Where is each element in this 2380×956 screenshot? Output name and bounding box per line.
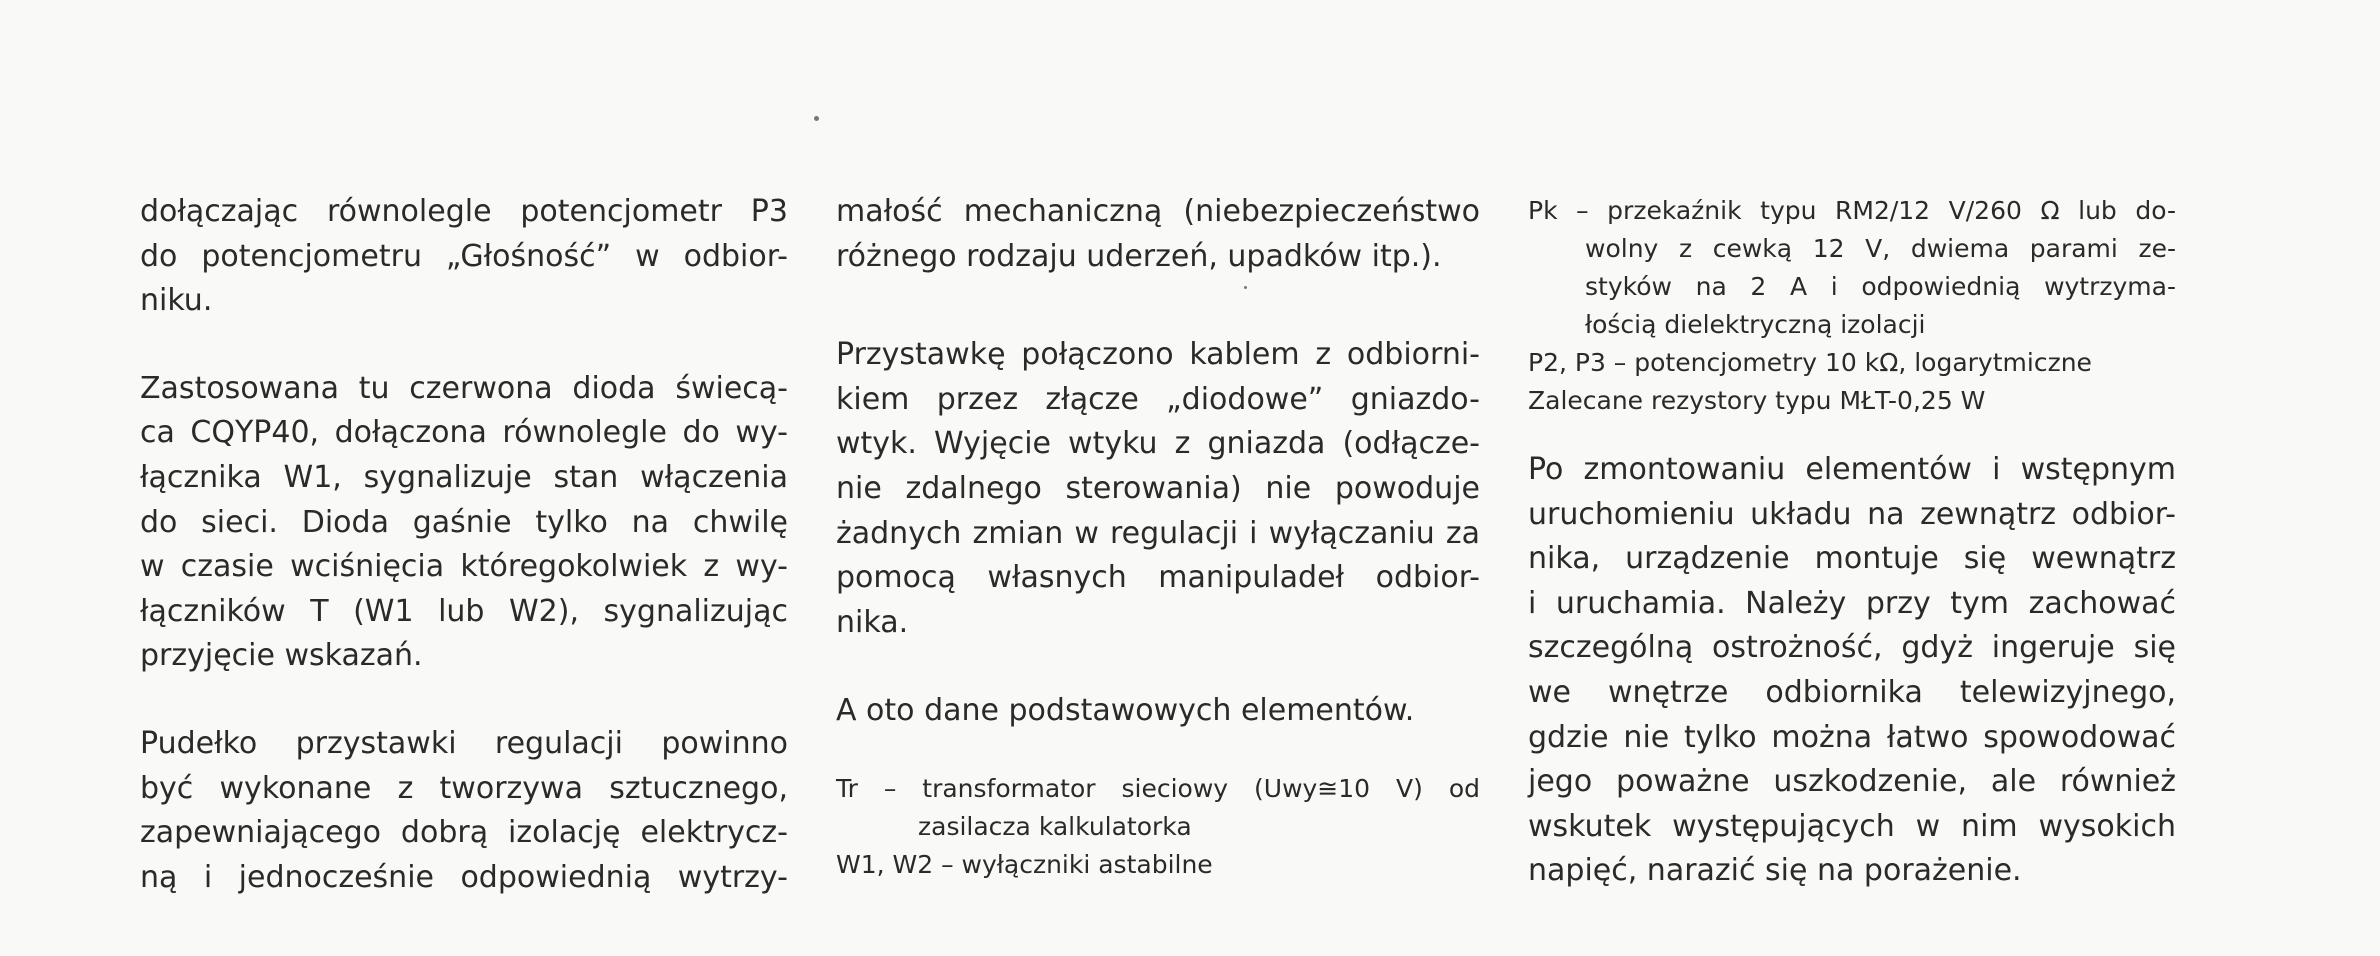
parts-list-item — [1528, 192, 2176, 344]
parts-list-item — [836, 846, 1480, 884]
paragraph-7 — [1528, 448, 2176, 894]
text-line: łączników T (W1 lub W2), sygnalizując — [140, 593, 788, 629]
text-line: w czasie wciśnięcia któregokolwiek z wy- — [140, 549, 788, 585]
parts-list — [836, 770, 1480, 884]
paragraph-2 — [140, 367, 788, 679]
text-line: szczególną ostrożność, gdyż ingeruje się — [1528, 630, 2176, 666]
text-line: napięć, narazić się na porażenie. — [1528, 853, 2022, 889]
parts-item-line: Zalecane rezystory typu MŁT-0,25 W — [1528, 386, 1986, 415]
paper-speck — [814, 116, 819, 121]
left-column — [140, 190, 788, 900]
parts-list-item — [1528, 344, 2176, 382]
text-line: kiem przez złącze „diodowe” gniazdo- — [836, 381, 1480, 417]
parts-item-line: W1, W2 – wyłączniki astabilne — [836, 849, 1213, 879]
text-line: ca CQYP40, dołączona równolegle do wy- — [140, 415, 788, 451]
text-line: nika. — [836, 604, 909, 640]
paragraph-3 — [140, 722, 788, 900]
text-line: wtyk. Wyjęcie wtyku z gniazda (odłącze- — [836, 426, 1480, 462]
text-line: gdzie nie tylko można łatwo spowodować — [1528, 719, 2176, 755]
text-line: nika, urządzenie montuje się wewnątrz — [1528, 541, 2176, 577]
middle-column — [836, 190, 1480, 884]
parts-item-line: styków na 2 A i odpowiednią wytrzyma- — [1585, 272, 2176, 301]
text-line: jego poważne uszkodzenie, ale również — [1528, 764, 2176, 800]
text-line: żadnych zmian w regulacji i wyłączaniu za — [836, 515, 1480, 551]
text-line: przyjęcie wskazań. — [140, 638, 423, 674]
parts-item-line: Tr – transformator sieciowy (Uwy≅10 V) od — [836, 773, 1480, 803]
text-line: zapewniającego dobrą izolację elektrycz- — [140, 815, 788, 851]
text-line: Pudełko przystawki regulacji powinno — [140, 725, 788, 761]
paragraph-4 — [836, 190, 1480, 279]
parts-list-item — [836, 770, 1480, 846]
text-line: nie zdalnego sterowania) nie powoduje — [836, 470, 1480, 506]
text-line: dołączając równolegle potencjometr P3 — [140, 194, 788, 229]
parts-item-line: P2, P3 – potencjometry 10 kΩ, logarytmiczne — [1528, 348, 2092, 377]
text-line: wskutek występujących w nim wysokich — [1528, 808, 2176, 844]
text-line: uruchomieniu układu na zewnątrz odbior- — [1528, 496, 2176, 532]
paragraph-6 — [836, 689, 1480, 734]
text-line: małość mechaniczną (niebezpieczeństwo — [836, 194, 1480, 229]
parts-list-item — [1528, 382, 2176, 420]
parts-list — [1528, 192, 2176, 420]
text-line: Po zmontowaniu elementów i wstępnym — [1528, 452, 2176, 487]
parts-item-line: wolny z cewką 12 V, dwiema parami ze- — [1585, 234, 2176, 263]
parts-item-line: łością dielektryczną izolacji — [1585, 310, 1926, 339]
text-line: A oto dane podstawowych elementów. — [836, 693, 1415, 729]
text-line: we wnętrze odbiornika telewizyjnego, — [1528, 674, 2176, 710]
text-line: Zastosowana tu czerwona dioda świecą- — [140, 370, 788, 406]
parts-item-line: zasilacza kalkulatorka — [918, 811, 1192, 841]
parts-item-line: Pk – przekaźnik typu RM2/12 V/260 Ω lub do- — [1528, 196, 2176, 225]
right-column — [1528, 190, 2176, 894]
text-line: do potencjometru „Głośność” w odbior- — [140, 238, 788, 274]
text-line: Przystawkę połączono kablem z odbiorni- — [836, 337, 1480, 373]
text-line: być wykonane z tworzywa sztucznego, — [140, 770, 788, 806]
text-line: łącznika W1, sygnalizuje stan włączenia — [140, 459, 788, 495]
paragraph-1 — [140, 190, 788, 324]
paragraph-5 — [836, 333, 1480, 645]
text-line: niku. — [140, 283, 213, 319]
text-line: i uruchamia. Należy przy tym zachować — [1528, 585, 2176, 621]
text-line: do sieci. Dioda gaśnie tylko na chwilę — [140, 504, 788, 540]
text-line: ną i jednocześnie odpowiednią wytrzy- — [140, 859, 788, 895]
text-line: pomocą własnych manipuladeł odbior- — [836, 560, 1480, 596]
text-line: różnego rodzaju uderzeń, upadków itp.). — [836, 238, 1442, 274]
